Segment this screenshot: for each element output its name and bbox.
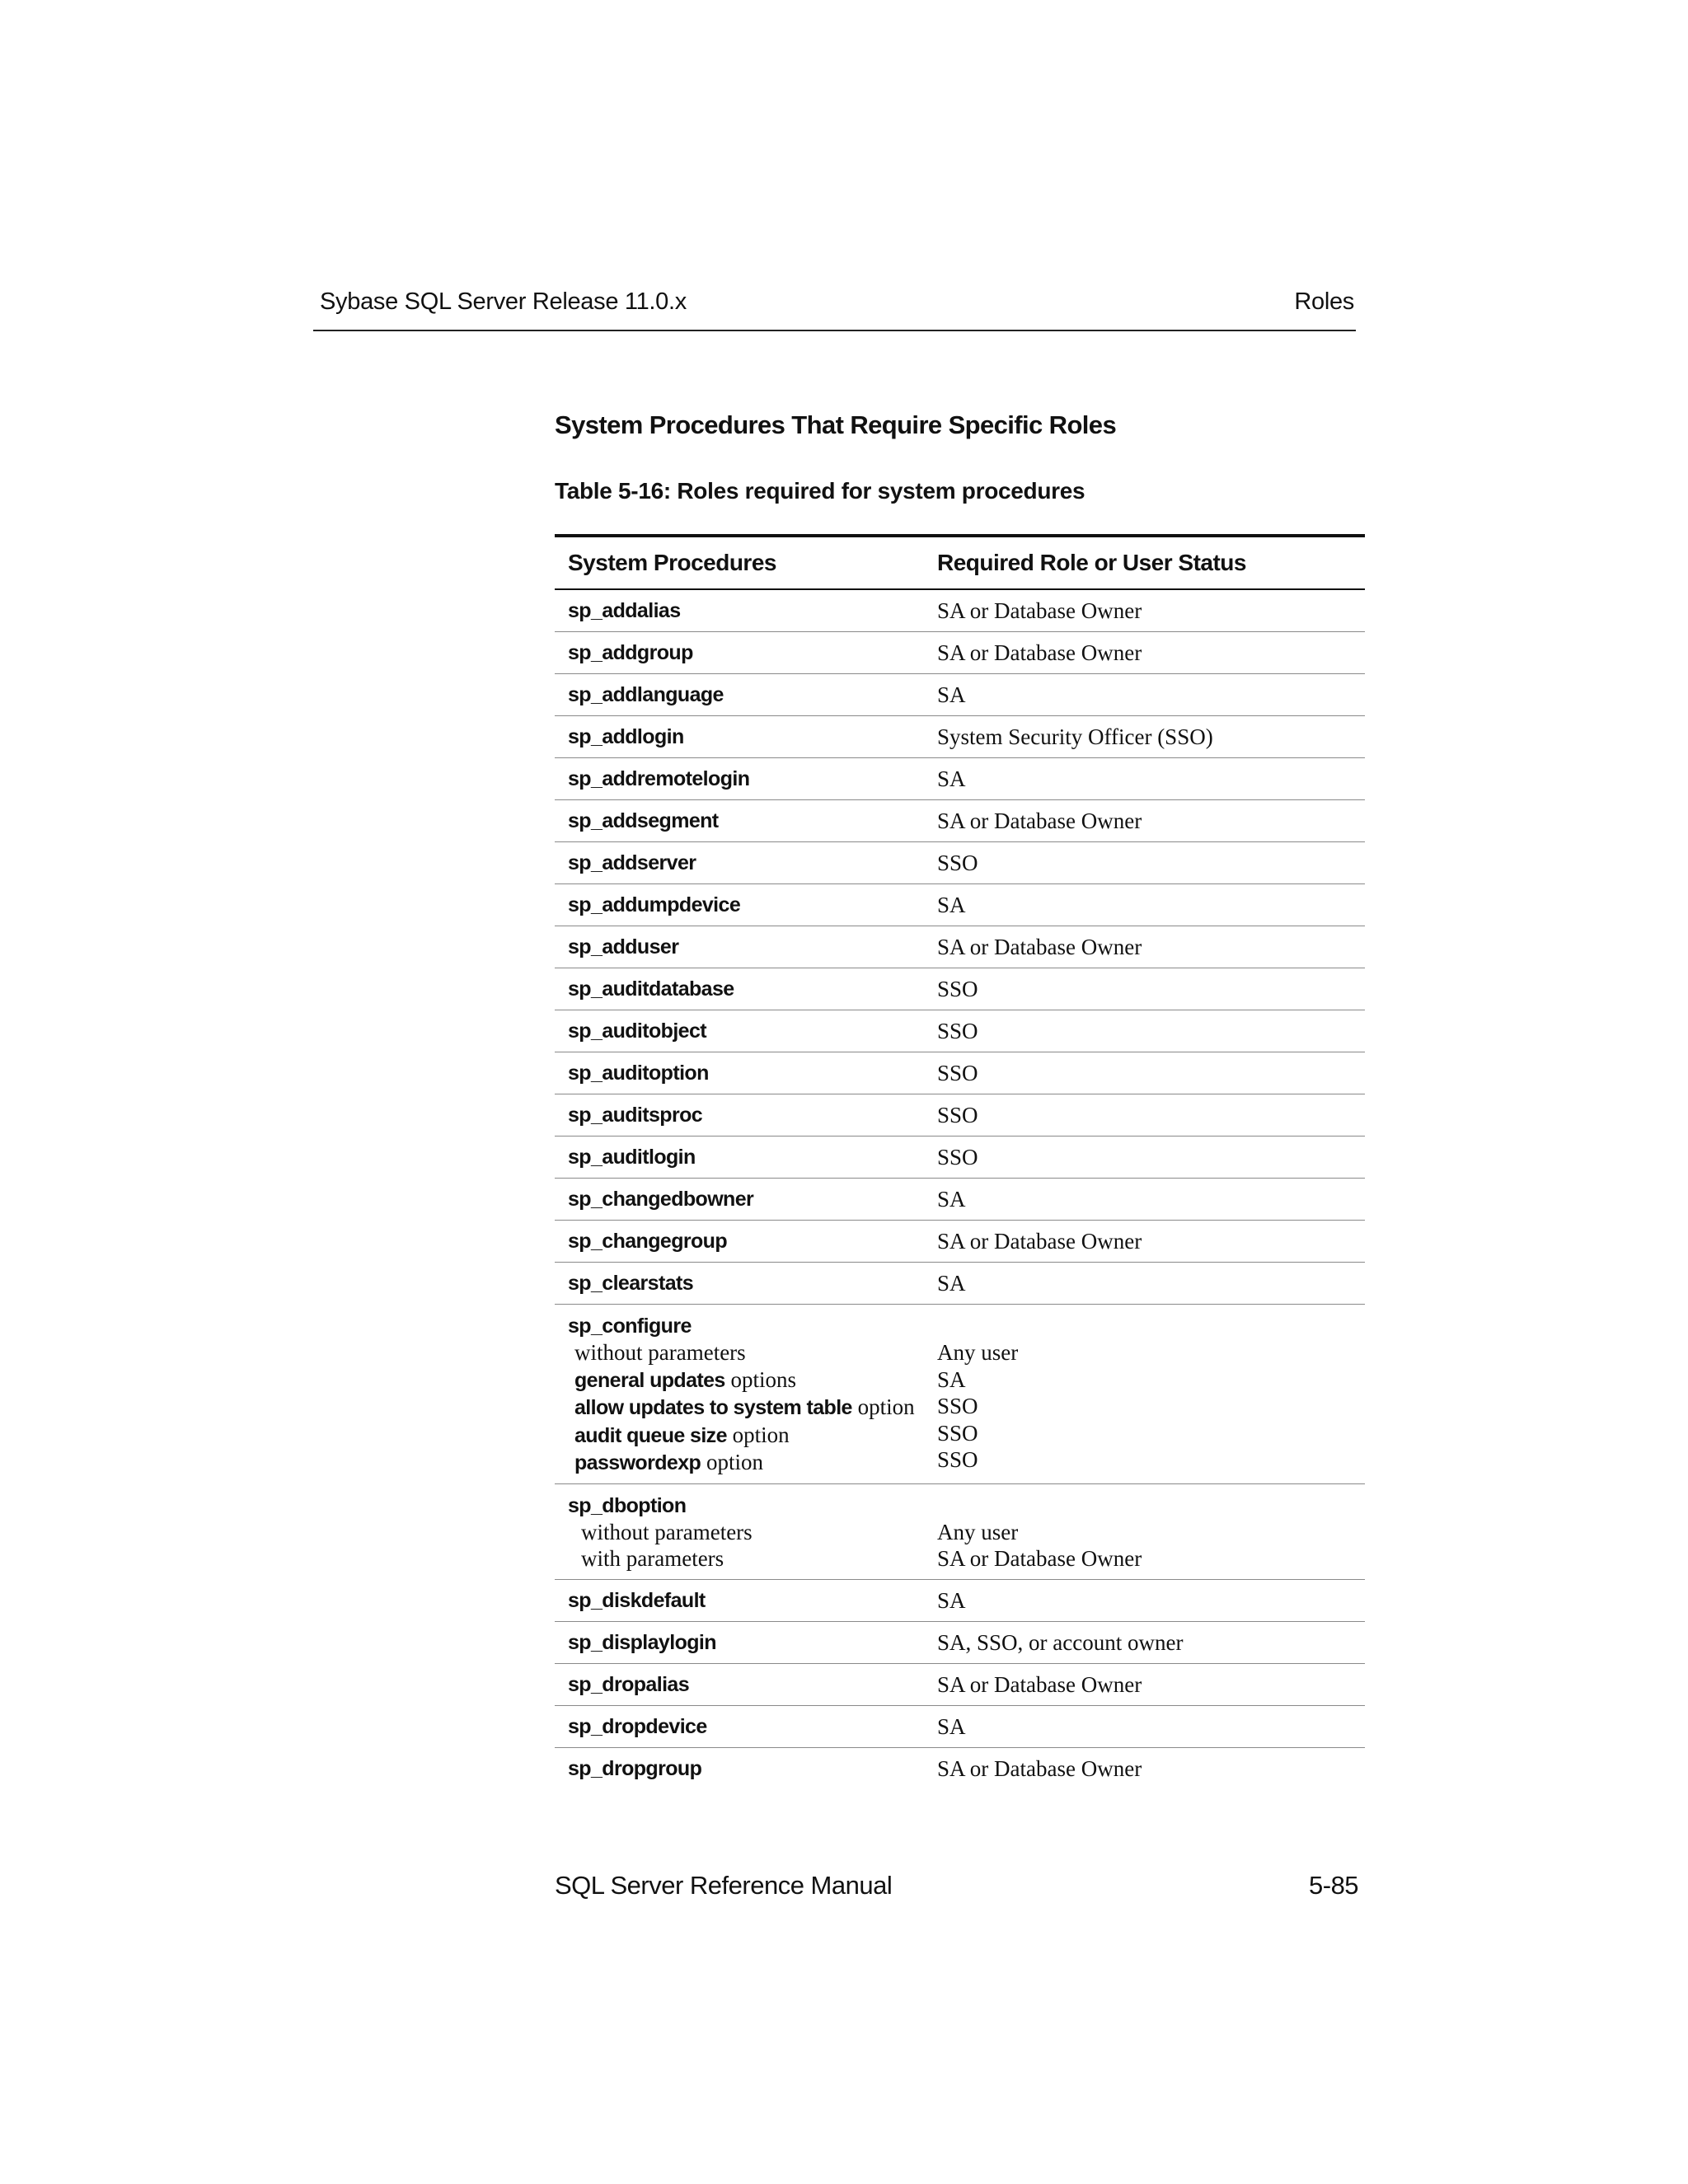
parameter-text: options <box>724 1366 796 1392</box>
parameter-text: with parameters <box>581 1546 724 1571</box>
procedure-name: sp_changegroup <box>555 1221 932 1263</box>
parameter-keyword: general updates <box>574 1368 725 1392</box>
parameter-text: without parameters <box>574 1340 746 1365</box>
procedure-name: sp_changedbowner <box>555 1179 932 1221</box>
table-row <box>555 926 1365 968</box>
table-row <box>555 1663 1365 1705</box>
parameter-text: option <box>851 1394 915 1419</box>
required-role: SSO <box>932 1137 1365 1179</box>
table-header-row <box>555 536 1365 589</box>
procedure-cell <box>555 1483 932 1579</box>
procedure-name: sp_addalias <box>555 589 932 632</box>
procedure-name: sp_addremotelogin <box>555 758 932 800</box>
table-row <box>555 842 1365 884</box>
footer-manual-name: SQL Server Reference Manual <box>555 1871 893 1900</box>
required-role: SA <box>932 884 1365 926</box>
table-row <box>555 968 1365 1010</box>
table-row <box>555 1263 1365 1305</box>
procedure-name: sp_auditdatabase <box>555 968 932 1010</box>
procedure-name: sp_auditoption <box>555 1052 932 1094</box>
header-section-name: Roles <box>1294 288 1354 315</box>
table-row <box>555 1747 1365 1789</box>
procedure-name: sp_addsegment <box>555 800 932 842</box>
table-row <box>555 716 1365 758</box>
required-role: System Security Officer (SSO) <box>932 716 1365 758</box>
column-header-procedures: System Procedures <box>555 536 932 589</box>
parameter-text: option <box>701 1450 763 1474</box>
column-header-role: Required Role or User Status <box>932 536 1365 589</box>
table-row <box>555 800 1365 842</box>
required-role: SA or Database Owner <box>932 1221 1365 1263</box>
procedure-name: sp_addlanguage <box>555 674 932 716</box>
required-role: SSO <box>937 1447 978 1472</box>
required-role: SA or Database Owner <box>937 1546 1142 1571</box>
table-row <box>555 589 1365 632</box>
table-row <box>555 1094 1365 1137</box>
table-row <box>555 1705 1365 1747</box>
section-heading: System Procedures That Require Specific Roles <box>555 410 1117 439</box>
roles-table <box>555 534 1365 1789</box>
parameter-text: option <box>726 1422 790 1447</box>
page-number: 5-85 <box>1309 1871 1359 1900</box>
procedure-name: sp_auditsproc <box>555 1094 932 1137</box>
role-cell <box>932 1483 1365 1579</box>
table-caption: Table 5-16: Roles required for system procedures <box>555 478 1085 504</box>
procedure-name: sp_displaylogin <box>555 1621 932 1663</box>
parameter-line <box>568 1394 932 1422</box>
procedure-name: sp_addserver <box>555 842 932 884</box>
procedure-name: sp_addlogin <box>555 716 932 758</box>
parameter-keyword: allow updates to system table <box>574 1396 852 1419</box>
required-role: SA or Database Owner <box>932 1663 1365 1705</box>
required-role: SA <box>932 1179 1365 1221</box>
parameter-line <box>568 1519 932 1546</box>
procedure-name: sp_dropalias <box>555 1663 932 1705</box>
parameter-keyword: audit queue size <box>574 1423 727 1447</box>
table-row-dboption <box>555 1483 1365 1579</box>
required-role: SA, SSO, or account owner <box>932 1621 1365 1663</box>
required-role: SA or Database Owner <box>932 926 1365 968</box>
required-role: SSO <box>932 1094 1365 1137</box>
table-row <box>555 674 1365 716</box>
header-manual-title: Sybase SQL Server Release 11.0.x <box>320 288 687 315</box>
parameter-line <box>568 1339 932 1366</box>
required-role: SSO <box>932 842 1365 884</box>
table-row <box>555 1579 1365 1621</box>
required-role: SSO <box>937 1394 978 1418</box>
parameter-text: without parameters <box>581 1519 753 1544</box>
running-header <box>313 287 1356 331</box>
required-role: SA <box>932 1579 1365 1621</box>
procedure-name: sp_auditobject <box>555 1010 932 1052</box>
table-row <box>555 632 1365 674</box>
required-role: SSO <box>937 1420 978 1446</box>
procedure-cell <box>555 1305 932 1484</box>
procedure-name: sp_addumpdevice <box>555 884 932 926</box>
required-role: Any user <box>937 1519 1019 1544</box>
table-row <box>555 1221 1365 1263</box>
required-role: SA <box>932 758 1365 800</box>
required-role: SA <box>932 1705 1365 1747</box>
required-role: SA <box>932 1263 1365 1305</box>
table-row <box>555 884 1365 926</box>
parameter-line <box>568 1545 932 1572</box>
required-role: SA <box>932 674 1365 716</box>
parameter-line <box>568 1366 932 1394</box>
procedure-name: sp_dboption <box>568 1493 687 1517</box>
required-role: SA or Database Owner <box>937 1755 1142 1781</box>
procedure-name: sp_dropdevice <box>555 1705 932 1747</box>
role-cell <box>932 1305 1365 1484</box>
procedure-name: sp_auditlogin <box>555 1137 932 1179</box>
required-role: SA or Database Owner <box>932 800 1365 842</box>
table-row <box>555 1137 1365 1179</box>
required-role: SA <box>937 1366 966 1392</box>
table-row <box>555 1052 1365 1094</box>
procedure-name: sp_diskdefault <box>555 1579 932 1621</box>
required-role: SSO <box>932 968 1365 1010</box>
table-row <box>555 1010 1365 1052</box>
table-row-configure <box>555 1305 1365 1484</box>
required-role: SA or Database Owner <box>932 589 1365 632</box>
procedure-name: sp_dropgroup <box>568 1756 702 1780</box>
required-role: SA or Database Owner <box>932 632 1365 674</box>
parameter-line <box>568 1422 932 1450</box>
procedure-name: sp_addgroup <box>555 632 932 674</box>
parameter-line <box>568 1449 932 1477</box>
table-row <box>555 1621 1365 1663</box>
required-role: Any user <box>937 1340 1019 1365</box>
required-role: SSO <box>932 1010 1365 1052</box>
table-row <box>555 758 1365 800</box>
table-row <box>555 1179 1365 1221</box>
procedure-name: sp_configure <box>568 1315 692 1338</box>
parameter-keyword: passwordexp <box>574 1451 701 1474</box>
required-role: SSO <box>932 1052 1365 1094</box>
procedure-name: sp_adduser <box>555 926 932 968</box>
procedure-name: sp_clearstats <box>555 1263 932 1305</box>
